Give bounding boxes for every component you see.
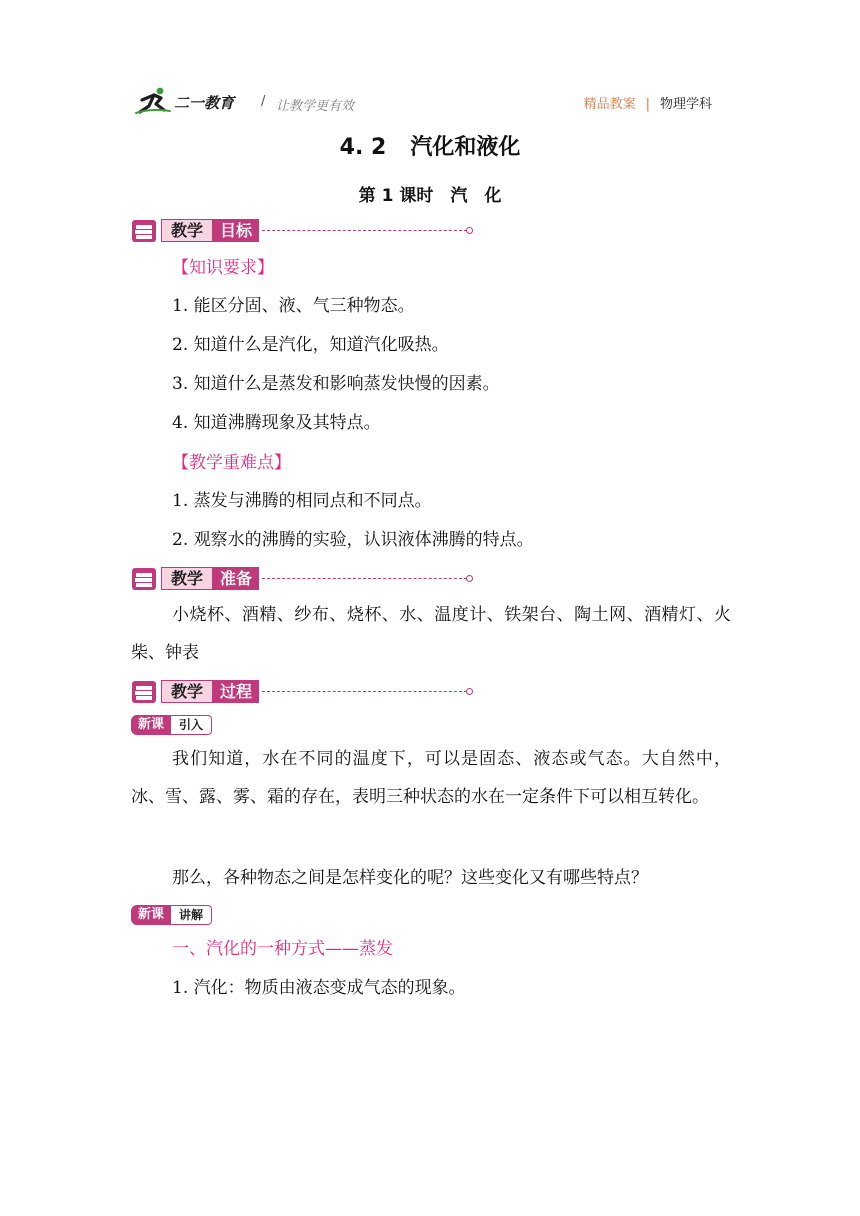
lecture-item-1: 1. 汽化：物质由液态变成气态的现象。 [172,978,466,998]
header [130,82,730,118]
logo [134,86,364,116]
page-title [0,130,860,161]
section-objectives-label-b: 目标 [213,219,259,242]
key-point-2: 2. 观察水的沸腾的实验，认识液体沸腾的特点。 [172,530,534,550]
intro-paragraph-1: 我们知道，水在不同的温度下，可以是固态、液态或气态。大自然中，冰、雪、露、雾、霜的存在，表明三种状态的水在一定条件下可以相互转化。 [131,749,731,807]
banner-dashed-line [262,691,467,692]
lecture-tag-label-a: 新课 [131,905,171,925]
knowledge-item-2: 2. 知道什么是汽化，知道汽化吸热。 [172,335,449,355]
knowledge-item-3: 3. 知道什么是蒸发和影响蒸发快慢的因素。 [172,374,500,394]
intro-paragraph-2: 那么，各种物态之间是怎样变化的呢？这些变化又有哪些特点？ [172,868,648,888]
lecture-heading: 一、汽化的一种方式——蒸发 [172,939,393,959]
section-preparation-label-a: 教学 [161,567,213,590]
preparation-materials: 小烧杯、酒精、纱布、烧杯、水、温度计、铁架台、陶土网、酒精灯、火柴、钟表 [131,605,731,663]
header-tag-subject: 物理学科 [659,97,712,112]
section-preparation-banner [131,566,476,592]
section-process-label-a: 教学 [161,680,213,703]
section-preparation-label-b: 准备 [213,567,259,590]
banner-dashed-line [262,578,467,579]
book-stack-icon [131,567,157,591]
header-separator: / [261,94,266,109]
header-tags [584,93,712,112]
header-tag-lesson-plan: 精品教案 [583,97,636,112]
lecture-tag-label-b: 讲解 [171,905,212,925]
page-subtitle: 第 1 课时 汽 化 [358,186,502,206]
intro-tag [131,715,213,735]
section-process-banner [131,679,476,705]
logo-text: 二一教育 [174,94,235,112]
header-slogan: 让教学更有效 [276,99,355,114]
section-process-label-b: 过程 [213,680,259,703]
title-number: 4. 2 [339,135,387,160]
book-stack-icon [131,219,157,243]
key-point-1: 1. 蒸发与沸腾的相同点和不同点。 [172,491,432,511]
book-stack-icon [131,680,157,704]
lecture-tag [131,905,213,925]
title-text: 汽化和液化 [410,135,521,160]
section-objectives-banner [131,218,476,244]
header-divider: | [645,97,650,112]
key-points-heading: 【教学重难点】 [172,453,291,473]
knowledge-item-4: 4. 知道沸腾现象及其特点。 [172,413,381,433]
intro-tag-label-a: 新课 [131,715,171,735]
runner-logo-icon [134,86,174,116]
intro-tag-label-b: 引入 [171,715,212,735]
section-objectives-label-a: 教学 [161,219,213,242]
knowledge-item-1: 1. 能区分固、液、气三种物态。 [172,296,415,316]
banner-end-dot [466,227,473,234]
banner-end-dot [466,688,473,695]
knowledge-heading: 【知识要求】 [172,258,274,278]
banner-end-dot [466,575,473,582]
banner-dashed-line [262,230,467,231]
